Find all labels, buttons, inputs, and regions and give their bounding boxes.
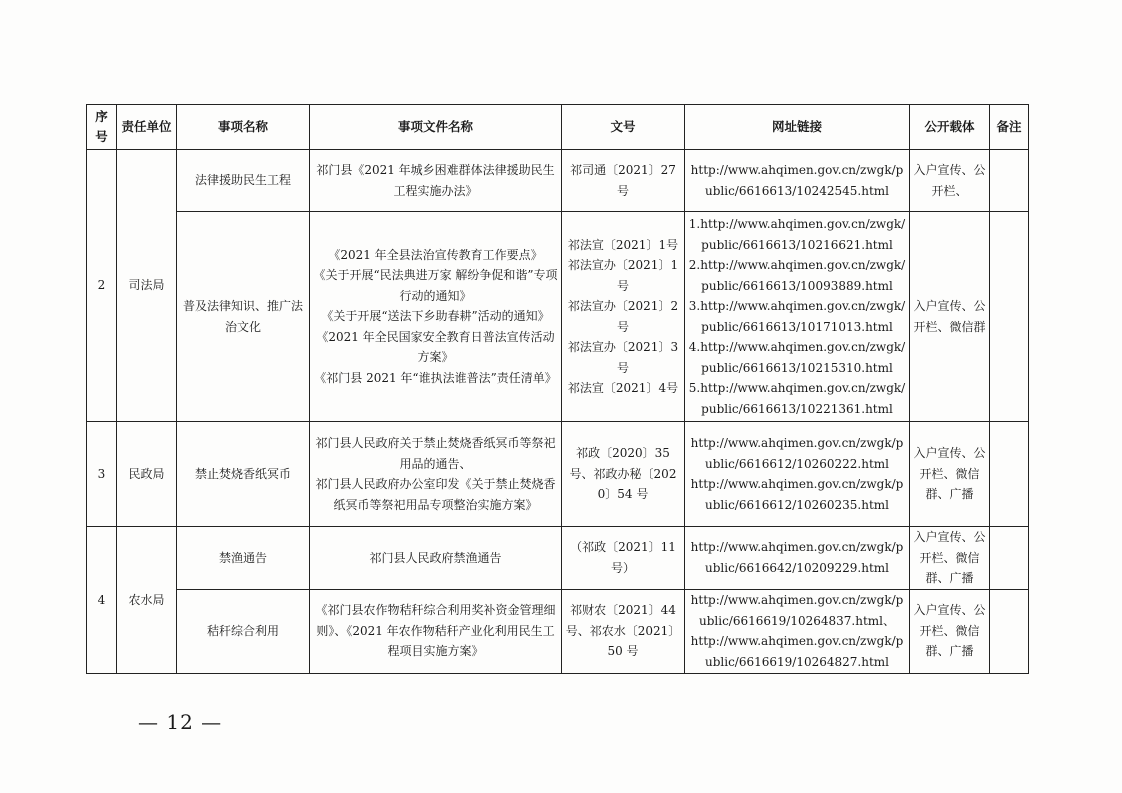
item-cell: 禁渔通告 <box>177 527 310 590</box>
header-note: 备注 <box>990 105 1029 150</box>
unit-cell: 司法局 <box>117 150 177 422</box>
url-line: http://www.ahqimen.gov.cn/zwgk/public/6616612/10260222.html <box>690 436 904 471</box>
item-cell: 秸秆综合利用 <box>177 589 310 673</box>
seq-cell: 4 <box>87 527 117 674</box>
doc-no-line: 祁法宣办〔2021〕3号 <box>567 340 679 375</box>
unit-cell: 民政局 <box>117 422 177 527</box>
table-row <box>87 212 1029 422</box>
carrier-cell: 入户宣传、公开栏、微信群、广播 <box>910 422 990 527</box>
page-number: — 12 — <box>138 710 223 734</box>
doc-name-cell: 祁门县《2021 年城乡困难群体法律援助民生工程实施办法》 <box>310 150 562 212</box>
note-cell <box>990 589 1029 673</box>
url-line: http://www.ahqimen.gov.cn/zwgk/public/6616619/10264827.html <box>690 634 904 669</box>
note-cell <box>990 527 1029 590</box>
url-line: 3.http://www.ahqimen.gov.cn/zwgk/public/6616613/10171013.html <box>688 299 906 334</box>
note-cell <box>990 422 1029 527</box>
url-line: 4.http://www.ahqimen.gov.cn/zwgk/public/6616613/10215310.html <box>688 340 906 375</box>
header-unit: 责任单位 <box>117 105 177 150</box>
doc-no-cell: 祁财农〔2021〕44号、祁农水〔2021〕50 号 <box>562 589 685 673</box>
doc-name-line: 《关于开展“送法下乡助春耕”活动的通知》 <box>321 309 550 324</box>
item-cell: 法律援助民生工程 <box>177 150 310 212</box>
doc-no-line: 祁法宣办〔2021〕1号 <box>567 258 679 293</box>
note-cell <box>990 150 1029 212</box>
doc-name-line: 《2021 年全县法治宣传教育工作要点》 <box>328 247 543 262</box>
carrier-cell: 入户宣传、公开栏、微信群 <box>910 212 990 422</box>
table-row <box>87 422 1029 527</box>
doc-name-cell <box>310 212 562 422</box>
table-header-row <box>87 105 1029 150</box>
header-url: 网址链接 <box>685 105 910 150</box>
header-seq: 序号 <box>87 105 117 150</box>
item-cell: 普及法律知识、推广法治文化 <box>177 212 310 422</box>
carrier-cell: 入户宣传、公开栏、微信群、广播 <box>910 589 990 673</box>
note-cell <box>990 212 1029 422</box>
header-doc-no: 文号 <box>562 105 685 150</box>
doc-no-line: 祁法宣办〔2021〕2号 <box>567 299 679 334</box>
url-cell: http://www.ahqimen.gov.cn/zwgk/public/6616613/10242545.html <box>685 150 910 212</box>
header-carrier: 公开载体 <box>910 105 990 150</box>
doc-name-line: 祁门县人民政府关于禁止焚烧香纸冥币等祭祀用品的通告、 <box>315 436 556 471</box>
header-doc-name: 事项文件名称 <box>310 105 562 150</box>
url-cell <box>685 422 910 527</box>
doc-name-cell: 《祁门县农作物秸秆综合利用奖补资金管理细则》、《2021 年农作物秸秆产业化利用民生工程项目实施方案》 <box>310 589 562 673</box>
table-row <box>87 527 1029 590</box>
item-cell: 禁止焚烧香纸冥币 <box>177 422 310 527</box>
header-item: 事项名称 <box>177 105 310 150</box>
unit-cell: 农水局 <box>117 527 177 674</box>
doc-no-line: 祁法宣〔2021〕4号 <box>567 381 679 395</box>
url-line: 2.http://www.ahqimen.gov.cn/zwgk/public/6616613/10093889.html <box>688 258 906 293</box>
seq-cell: 2 <box>87 150 117 422</box>
url-cell <box>685 589 910 673</box>
url-line: 1.http://www.ahqimen.gov.cn/zwgk/public/6616613/10216621.html <box>688 217 906 252</box>
url-line: http://www.ahqimen.gov.cn/zwgk/public/6616612/10260235.html <box>690 477 904 512</box>
table-row <box>87 150 1029 212</box>
doc-name-cell <box>310 422 562 527</box>
doc-no-cell: （祁政〔2021〕11号） <box>562 527 685 590</box>
doc-no-cell <box>562 212 685 422</box>
table-row <box>87 589 1029 673</box>
doc-no-cell: 祁司通〔2021〕27号 <box>562 150 685 212</box>
seq-cell: 3 <box>87 422 117 527</box>
doc-name-line: 《2021 年全民国家安全教育日普法宣传活动方案》 <box>316 329 555 365</box>
url-cell: http://www.ahqimen.gov.cn/zwgk/public/6616642/10209229.html <box>685 527 910 590</box>
carrier-cell: 入户宣传、公开栏、 <box>910 150 990 212</box>
doc-name-line: 《祁门县 2021 年“谁执法谁普法”责任清单》 <box>314 370 557 385</box>
carrier-cell: 入户宣传、公开栏、微信群、广播 <box>910 527 990 590</box>
disclosure-table <box>86 104 1029 674</box>
url-line: http://www.ahqimen.gov.cn/zwgk/public/6616619/10264837.html、 <box>690 593 904 628</box>
doc-no-cell: 祁政〔2020〕35 号、祁政办秘〔2020〕54 号 <box>562 422 685 527</box>
url-line: 5.http://www.ahqimen.gov.cn/zwgk/public/6616613/10221361.html <box>688 381 906 416</box>
doc-name-line: 祁门县人民政府办公室印发《关于禁止焚烧香纸冥币等祭祀用品专项整治实施方案》 <box>315 477 556 512</box>
doc-no-line: 祁法宣〔2021〕1号 <box>567 237 679 252</box>
doc-name-line: 《关于开展“民法典进万家 解纷争促和谐”专项行动的通知》 <box>313 268 558 303</box>
url-cell <box>685 212 910 422</box>
doc-name-cell: 祁门县人民政府禁渔通告 <box>310 527 562 590</box>
